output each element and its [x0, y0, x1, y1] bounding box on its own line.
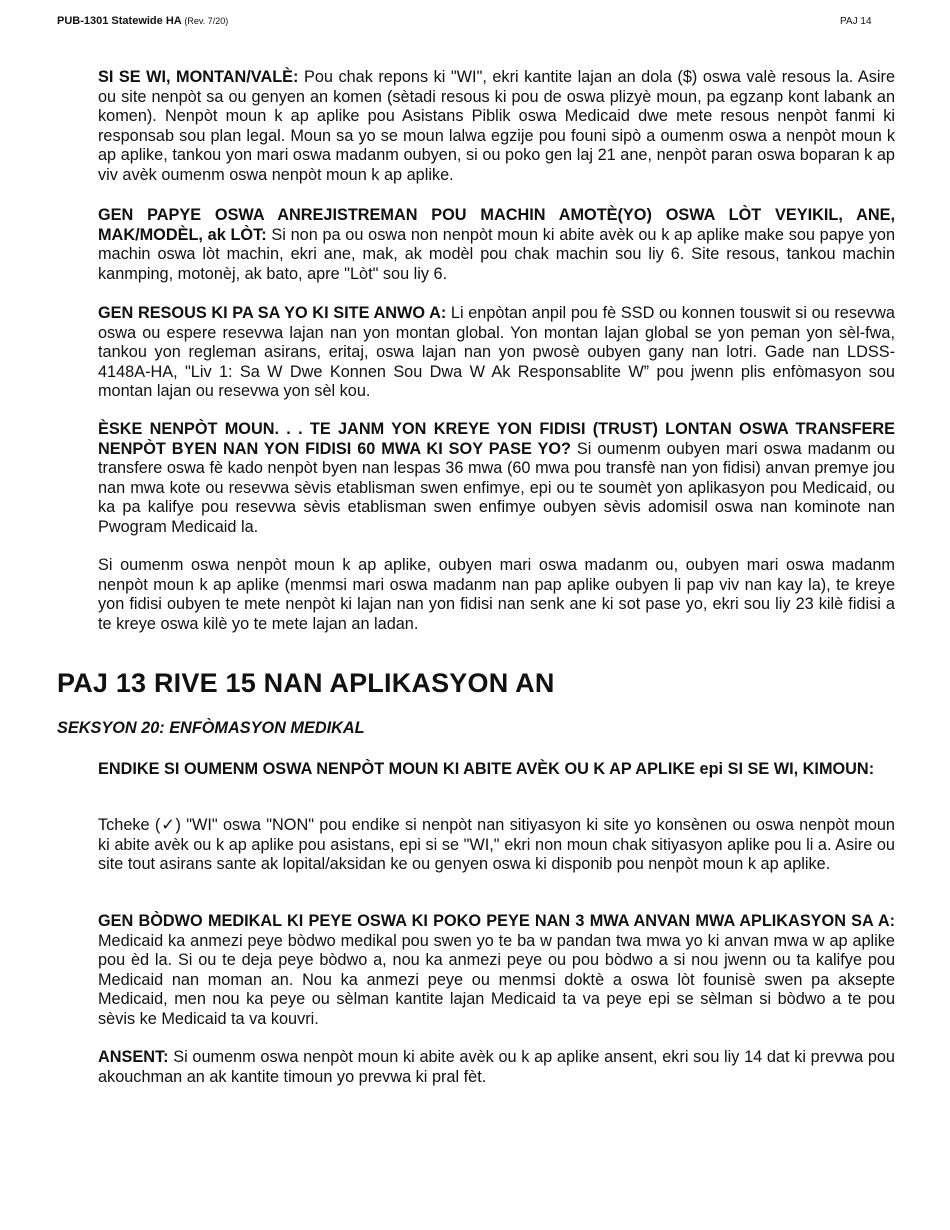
- section-body: Pou chak repons ki "WI", ekri kantite lajan an dola ($) oswa valè resous la. Asire ou site nenpòt sa ou genyen an komen (sètadi resous ki pou de oswa plizyè moun, pa egzanp kont labank an komen). Nenpòt moun k ap aplike pou Asistans Piblik oswa Medicaid dwe mete resous nenpòt fanmi ki responsab sou plan legal. Moun sa yo se moun lalwa egzije pou founi sipò a oumenm oswa a nenpòt moun k ap aplike, tankou yon mari oswa madanm oubyen, si ou poko gen laj 21 ane, nenpòt paran oswa boparan k ap viv avèk oumenm oswa nenpòt moun k ap aplike.: [98, 68, 896, 184]
- section-heading: ANSENT:: [98, 1048, 169, 1066]
- page-number: PAJ 14: [840, 16, 872, 27]
- section-heading: GEN BÒDWO MEDIKAL KI PEYE OSWA KI POKO PEYE NAN 3 MWA ANVAN MWA APLIKASYON SA A:: [98, 912, 895, 930]
- section-trust-detail: [98, 556, 895, 634]
- section-heading: GEN RESOUS KI PA SA YO KI SITE ANWO A:: [98, 304, 447, 322]
- medical-intro-body: Tcheke (✓) "WI" oswa "NON" pou endike si nenpòt nan sitiyasyon ki site yo konsènen ou oswa nenpòt moun ki abite avèk ou k ap aplike pou asistans, epi si se "WI," ekri non moun chak sitiyasyon aplike pou li a. Asire ou site tout asirans sante ak lopital/aksidan ke ou genyen oswa ki disponib pou nenpòt moun k ap aplike.: [98, 816, 895, 874]
- form-id: PUB-1301 Statewide HA: [57, 15, 182, 27]
- section-title: SEKSYON 20: ENFÒMASYON MEDIKAL: [57, 719, 365, 737]
- section-pregnant: [98, 1048, 895, 1087]
- section-heading: GEN PAPYE OSWA ANREJISTREMAN POU MACHIN AMOTÈ(YO) OSWA LÒT VEYIKIL, ANE, MAK/MODÈL, ak LÒT:: [98, 206, 895, 244]
- section-medical-bills: [98, 912, 895, 1030]
- section-other-resources: [98, 304, 895, 402]
- section-body: Li enpòtan anpil pou fè SSD ou konnen touswit si ou resevwa oswa ou espere resevwa lajan nan yon montan global. Yon montan lajan global se yon peman yon sèl-fwa, tankou yon regleman asirans, eritaj, oswa lajan nan yon pwosè oubyen gany nan lotri. Gade nan LDSS-4148A-HA, "Liv 1: Sa W Dwe Konnen Sou Dwa W Ak Responsablite W” pou jwenn plis enfòmasyon sou montan lajan ou resevwa yon sèl kou.: [98, 304, 895, 401]
- form-revision: (Rev. 7/20): [184, 16, 229, 26]
- section-body: Si oumenm oswa nenpòt moun ki abite avèk ou k ap aplike ansent, ekri sou liy 14 dat ki prevwa pou akouchman an ak kantite timoun yo prevwa ki pral fèt.: [98, 1048, 895, 1086]
- medical-intro-heading: ENDIKE SI OUMENM OSWA NENPÒT MOUN KI ABITE AVÈK OU K AP APLIKE epi SI SE WI, KIMOUN:: [98, 760, 875, 778]
- section-body: Medicaid ka anmezi peye bòdwo medikal pou swen yo te ba w pandan twa mwa yo ki anvan mwa w ap aplike pou èd la. Si ou te deja peye bòdwo a, nou ka anmezi peye ou pou bòdwo a si nou jwenn ou ta kalifye pou Medicaid nan moman an. Nou ka anmezi peye ou menmsi doktè a oswa lòt founisè swen pa aksepte Medicaid, men nou ka peye ou sèlman kantite lajan Medicaid ta va peye epi se sèlman si bòdwo a te pou sèvis ke Medicaid ta va kouvri.: [98, 931, 895, 1028]
- section-body: Si non pa ou oswa non nenpòt moun ki abite avèk ou k ap aplike make sou papye yon machin oswa lòt machin, ekri ane, mak, ak modèl pou chak machin sou liy 6. Site resous, tankou machin kanmping, motonèj, ak bato, apre "Lòt" sou liy 6.: [98, 225, 896, 283]
- section-vehicle-registration: [98, 206, 895, 284]
- section-heading: ÈSKE NENPÒT MOUN. . . TE JANM YON KREYE YON FIDISI (TRUST) LONTAN OSWA TRANSFERE NENPÒT BYEN NAN YON FIDISI 60 MWA KI SOY PASE YO?: [98, 420, 895, 458]
- form-id-header: [57, 15, 228, 27]
- page-range-title: PAJ 13 RIVE 15 NAN APLIKASYON AN: [57, 668, 555, 698]
- section-heading: SI SE WI, MONTAN/VALÈ:: [98, 68, 299, 86]
- section-value-amount: [98, 68, 895, 186]
- section-trust-transfer: [98, 420, 895, 538]
- section-body: Si oumenm oubyen mari oswa madanm ou transfere oswa fè kado nenpòt byen nan lespas 36 mwa (60 mwa pou transfè nan yon fidisi) anvan premye jou nan mwa kote ou resevwa sèvis etablisman swen enfimye, epi ou te soumèt yon aplikasyon pou Medicaid, ou ka pa kalifye pou resevwa sèvis etablisman swen enfimye oubyen sèvis adomisil oswa nan kominote nan Pwogram Medicaid la.: [98, 439, 895, 536]
- section-body: Si oumenm oswa nenpòt moun k ap aplike, oubyen mari oswa madanm ou, oubyen mari oswa madanm nenpòt moun k ap aplike (menmsi mari oswa madanm nan pap aplike oubyen li pap viv nan kay la), te kreye yon fidisi oubyen te mete nenpòt ki lajan nan yon fidisi nan senk ane ki sot pase yo, ekri sou liy 23 kilè fidisi a te kreye oswa kilè yo te mete lajan an ladan.: [98, 556, 895, 633]
